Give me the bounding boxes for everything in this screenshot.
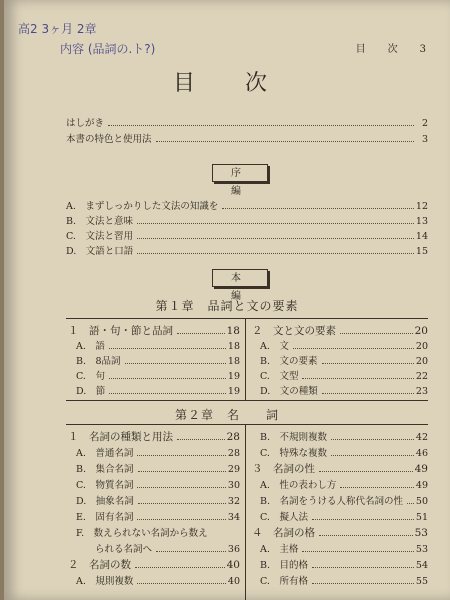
entry-page: 19 bbox=[227, 386, 240, 397]
entry-label: A. 主格 bbox=[260, 544, 299, 555]
entry-label: A. 普通名詞 bbox=[76, 448, 134, 459]
entry-page: 55 bbox=[415, 576, 428, 587]
entry-label: C. 特殊な複数 bbox=[260, 448, 327, 459]
leader-dots bbox=[109, 393, 226, 394]
toc-entry bbox=[76, 353, 240, 367]
entry-page: 18 bbox=[227, 356, 240, 367]
section-heading-main: 本 編 bbox=[212, 269, 268, 287]
leader-dots bbox=[312, 519, 414, 520]
leader-dots bbox=[340, 333, 413, 334]
entry-label: 本書の特色と使用法 bbox=[66, 134, 152, 145]
entry-page: 40 bbox=[227, 576, 240, 587]
entry-label: ３ 名詞の性 bbox=[252, 463, 315, 475]
toc-entry bbox=[76, 493, 240, 507]
leader-dots bbox=[109, 378, 226, 379]
entry-page: 20 bbox=[414, 325, 428, 337]
entry-page: 50 bbox=[415, 496, 428, 507]
toc-entry bbox=[260, 477, 428, 491]
entry-page: 2 bbox=[421, 118, 428, 129]
entry-page: 51 bbox=[415, 512, 428, 523]
entry-label: A. 規則複数 bbox=[76, 576, 134, 587]
toc-entry bbox=[252, 525, 428, 540]
leader-dots bbox=[125, 363, 226, 364]
entry-label: D. 文の種類 bbox=[260, 386, 318, 397]
toc-entry bbox=[76, 338, 240, 352]
toc-entry bbox=[76, 477, 240, 491]
toc-entry bbox=[260, 429, 428, 443]
entry-page: 42 bbox=[415, 432, 428, 443]
entry-label: はしがき bbox=[66, 118, 105, 129]
entry-label: B. 名詞をうける人称代名詞の性 bbox=[260, 496, 404, 507]
column-divider bbox=[245, 318, 246, 400]
toc-entry bbox=[68, 557, 240, 572]
entry-label: B. 不規則複数 bbox=[260, 432, 328, 443]
toc-entry bbox=[260, 445, 428, 459]
entry-label: D. 節 bbox=[76, 386, 106, 397]
entry-page: 49 bbox=[414, 463, 428, 475]
toc-entry bbox=[76, 461, 240, 475]
entry-label: D. 抽象名詞 bbox=[76, 496, 134, 507]
entry-label: られる名詞へ bbox=[76, 544, 153, 555]
rule-top bbox=[66, 318, 428, 319]
entry-page: 53 bbox=[414, 527, 428, 539]
running-header: 目 次 3 bbox=[355, 44, 432, 55]
leader-dots bbox=[137, 583, 226, 584]
leader-dots bbox=[137, 487, 225, 488]
toc-entry bbox=[260, 509, 428, 523]
toc-entry bbox=[260, 573, 428, 587]
toc-entry bbox=[252, 461, 428, 476]
leader-dots bbox=[138, 471, 226, 472]
column-divider bbox=[245, 424, 246, 600]
leader-dots bbox=[137, 223, 414, 224]
entry-page: 12 bbox=[415, 201, 428, 212]
entry-page: 40 bbox=[226, 559, 240, 571]
leader-dots bbox=[156, 551, 226, 552]
leader-dots bbox=[137, 238, 414, 239]
toc-entry bbox=[66, 228, 428, 242]
leader-dots bbox=[137, 455, 226, 456]
entry-label: A. まずしっかりした文法の知識を bbox=[66, 201, 219, 212]
entry-label: C. 所有格 bbox=[260, 576, 308, 587]
toc-entry-preface bbox=[66, 115, 428, 129]
leader-dots bbox=[135, 567, 225, 568]
entry-page: 18 bbox=[227, 341, 240, 352]
entry-label: B. 文の要素 bbox=[260, 356, 318, 367]
toc-entry bbox=[260, 557, 428, 571]
entry-page: 32 bbox=[227, 496, 240, 507]
entry-label: A. 語 bbox=[76, 341, 105, 352]
entry-label: １ 語・句・節と品詞 bbox=[68, 325, 173, 337]
entry-label: C. 物質名詞 bbox=[76, 480, 134, 491]
leader-dots bbox=[293, 348, 414, 349]
toc-entry bbox=[76, 573, 240, 587]
entry-page: 29 bbox=[227, 464, 240, 475]
leader-dots bbox=[137, 519, 225, 520]
entry-page: 28 bbox=[226, 431, 240, 443]
entry-page: 22 bbox=[415, 371, 428, 382]
entry-label: A. 性の表わし方 bbox=[260, 480, 337, 491]
entry-label: C. 文型 bbox=[260, 371, 299, 382]
toc-entry bbox=[76, 368, 240, 382]
toc-entry bbox=[66, 213, 428, 227]
leader-dots bbox=[177, 333, 225, 334]
toc-entry bbox=[260, 493, 428, 507]
toc-entry bbox=[66, 243, 428, 257]
entry-page: 30 bbox=[227, 480, 240, 491]
entry-label: E. 固有名詞 bbox=[76, 512, 134, 523]
book-page bbox=[4, 0, 450, 600]
entry-page: 54 bbox=[415, 560, 428, 571]
entry-page: 13 bbox=[415, 216, 428, 227]
entry-page: 20 bbox=[415, 356, 428, 367]
entry-label: B. 文法と意味 bbox=[66, 216, 134, 227]
entry-page: 23 bbox=[415, 386, 428, 397]
toc-entry-features bbox=[66, 131, 428, 145]
entry-label: ４ 名詞の格 bbox=[252, 527, 315, 539]
entry-page: 53 bbox=[415, 544, 428, 555]
entry-label: C. 文法と習用 bbox=[66, 231, 133, 242]
toc-entry bbox=[260, 368, 428, 382]
toc-entry bbox=[76, 383, 240, 397]
handwritten-note-2: 内容 (品詞の.ト?) bbox=[60, 42, 156, 56]
entry-page: 20 bbox=[415, 341, 428, 352]
handwritten-note-1: 高2 3ヶ月 2章 bbox=[18, 22, 97, 36]
leader-dots bbox=[156, 141, 414, 142]
entry-page: 19 bbox=[227, 371, 240, 382]
entry-label: １ 名詞の種類と用法 bbox=[68, 431, 173, 443]
chapter-1-title: 第１章 品詞と文の要素 bbox=[155, 299, 299, 313]
entry-page: 14 bbox=[415, 231, 428, 242]
toc-entry bbox=[76, 445, 240, 459]
entry-label: B. 集合名詞 bbox=[76, 464, 134, 475]
toc-entry bbox=[66, 198, 428, 212]
entry-page: 28 bbox=[227, 448, 240, 459]
leader-dots bbox=[312, 567, 414, 568]
entry-page: 18 bbox=[226, 325, 240, 337]
leader-dots bbox=[407, 503, 414, 504]
leader-dots bbox=[222, 208, 414, 209]
leader-dots bbox=[322, 393, 414, 394]
leader-dots bbox=[138, 503, 226, 504]
toc-entry bbox=[252, 323, 428, 338]
toc-entry bbox=[68, 323, 240, 338]
leader-dots bbox=[331, 439, 414, 440]
leader-dots bbox=[340, 487, 414, 488]
entry-label: B. 目的格 bbox=[260, 560, 309, 571]
entry-label: ２ 名詞の数 bbox=[68, 559, 131, 571]
rule-bottom bbox=[66, 400, 428, 401]
toc-entry bbox=[76, 525, 240, 539]
entry-page: 15 bbox=[415, 246, 428, 257]
entry-page: 34 bbox=[227, 512, 240, 523]
leader-dots bbox=[322, 363, 414, 364]
entry-label: C. 句 bbox=[76, 371, 105, 382]
chapter-2-title: 第２章 名 詞 bbox=[174, 408, 279, 422]
rule-top bbox=[66, 424, 428, 425]
leader-dots bbox=[108, 125, 414, 126]
section-heading-intro: 序 編 bbox=[212, 164, 268, 182]
entry-page: 3 bbox=[421, 134, 428, 145]
leader-dots bbox=[109, 348, 226, 349]
toc-entry bbox=[260, 383, 428, 397]
toc-entry bbox=[68, 429, 240, 444]
leader-dots bbox=[319, 535, 413, 536]
leader-dots bbox=[137, 253, 414, 254]
entry-page: 49 bbox=[415, 480, 428, 491]
toc-entry bbox=[76, 509, 240, 523]
entry-label: B. 8品詞 bbox=[76, 356, 121, 367]
leader-dots bbox=[302, 551, 414, 552]
leader-dots bbox=[302, 378, 413, 379]
entry-label: ２ 文と文の要素 bbox=[252, 325, 336, 337]
entry-label: D. 文語と口語 bbox=[66, 246, 134, 257]
leader-dots bbox=[331, 455, 414, 456]
entry-page: 46 bbox=[415, 448, 428, 459]
page-title: 目 次 bbox=[172, 71, 281, 96]
leader-dots bbox=[312, 583, 414, 584]
entry-page: 36 bbox=[227, 544, 240, 555]
toc-entry bbox=[76, 541, 240, 555]
entry-label: C. 擬人法 bbox=[260, 512, 308, 523]
entry-label: A. 文 bbox=[260, 341, 289, 352]
leader-dots bbox=[177, 439, 225, 440]
toc-entry bbox=[260, 541, 428, 555]
leader-dots bbox=[319, 471, 413, 472]
entry-label: F. 数えられない名詞から数え bbox=[76, 528, 208, 539]
toc-entry bbox=[260, 353, 428, 367]
toc-entry bbox=[260, 338, 428, 352]
